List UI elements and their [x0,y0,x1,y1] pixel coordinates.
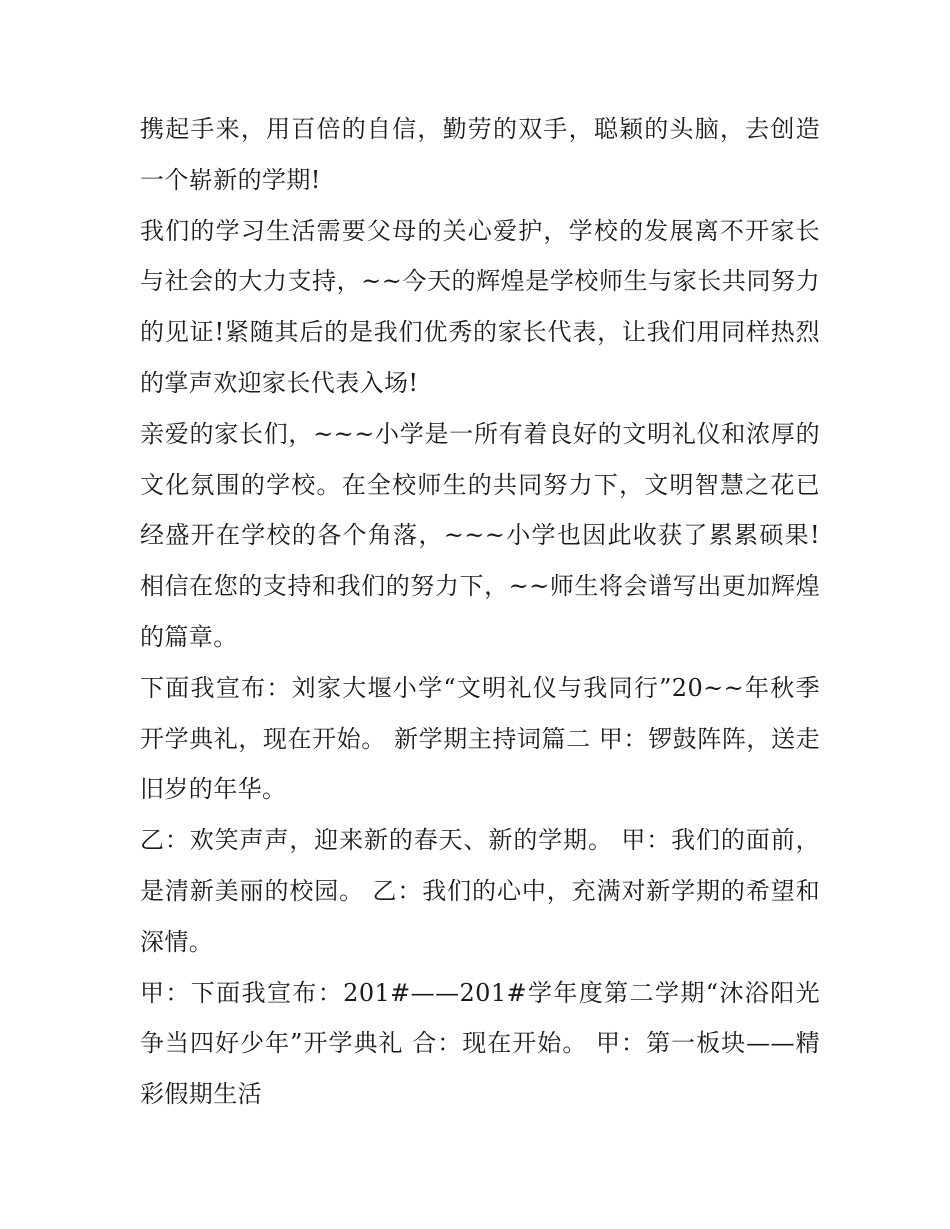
paragraph-1: 携起手来，用百倍的自信，勤劳的双手，聪颖的头脑，去创造一个崭新的学期! [140,115,820,194]
paragraph-6: 甲：下面我宣布：201#——201#学年度第二学期“沐浴阳光争当四好少年”开学典礼 合：现在开始。 甲：第一板块——精彩假期生活 [140,978,820,1109]
paragraph-2: 我们的学习生活需要父母的关心爱护，学校的发展离不开家长与社会的大力支持，~~今天的辉煌是学校师生与家长共同努力的见证!紧随其后的是我们优秀的家长代表，让我们用同样热烈的掌声欢迎家长代表入场! [140,216,820,397]
paragraph-4: 下面我宣布：刘家大堰小学“文明礼仪与我同行”20~~年秋季开学典礼，现在开始。 新学期主持词篇二 甲：锣鼓阵阵，送走旧岁的年华。 [140,673,820,804]
paragraph-5: 乙：欢笑声声，迎来新的春天、新的学期。 甲：我们的面前，是清新美丽的校园。 乙：我们的心中，充满对新学期的希望和深情。 [140,826,820,956]
paragraph-3: 亲爱的家长们，~~~小学是一所有着良好的文明礼仪和浓厚的文化氛围的学校。在全校师生的共同努力下，文明智慧之花已经盛开在学校的各个角落，~~~小学也因此收获了累累硕果!相信在您的支持和我们的努力下，~~师生将会谱写出更加辉煌的篇章。 [140,419,820,651]
document-body [140,104,820,1120]
